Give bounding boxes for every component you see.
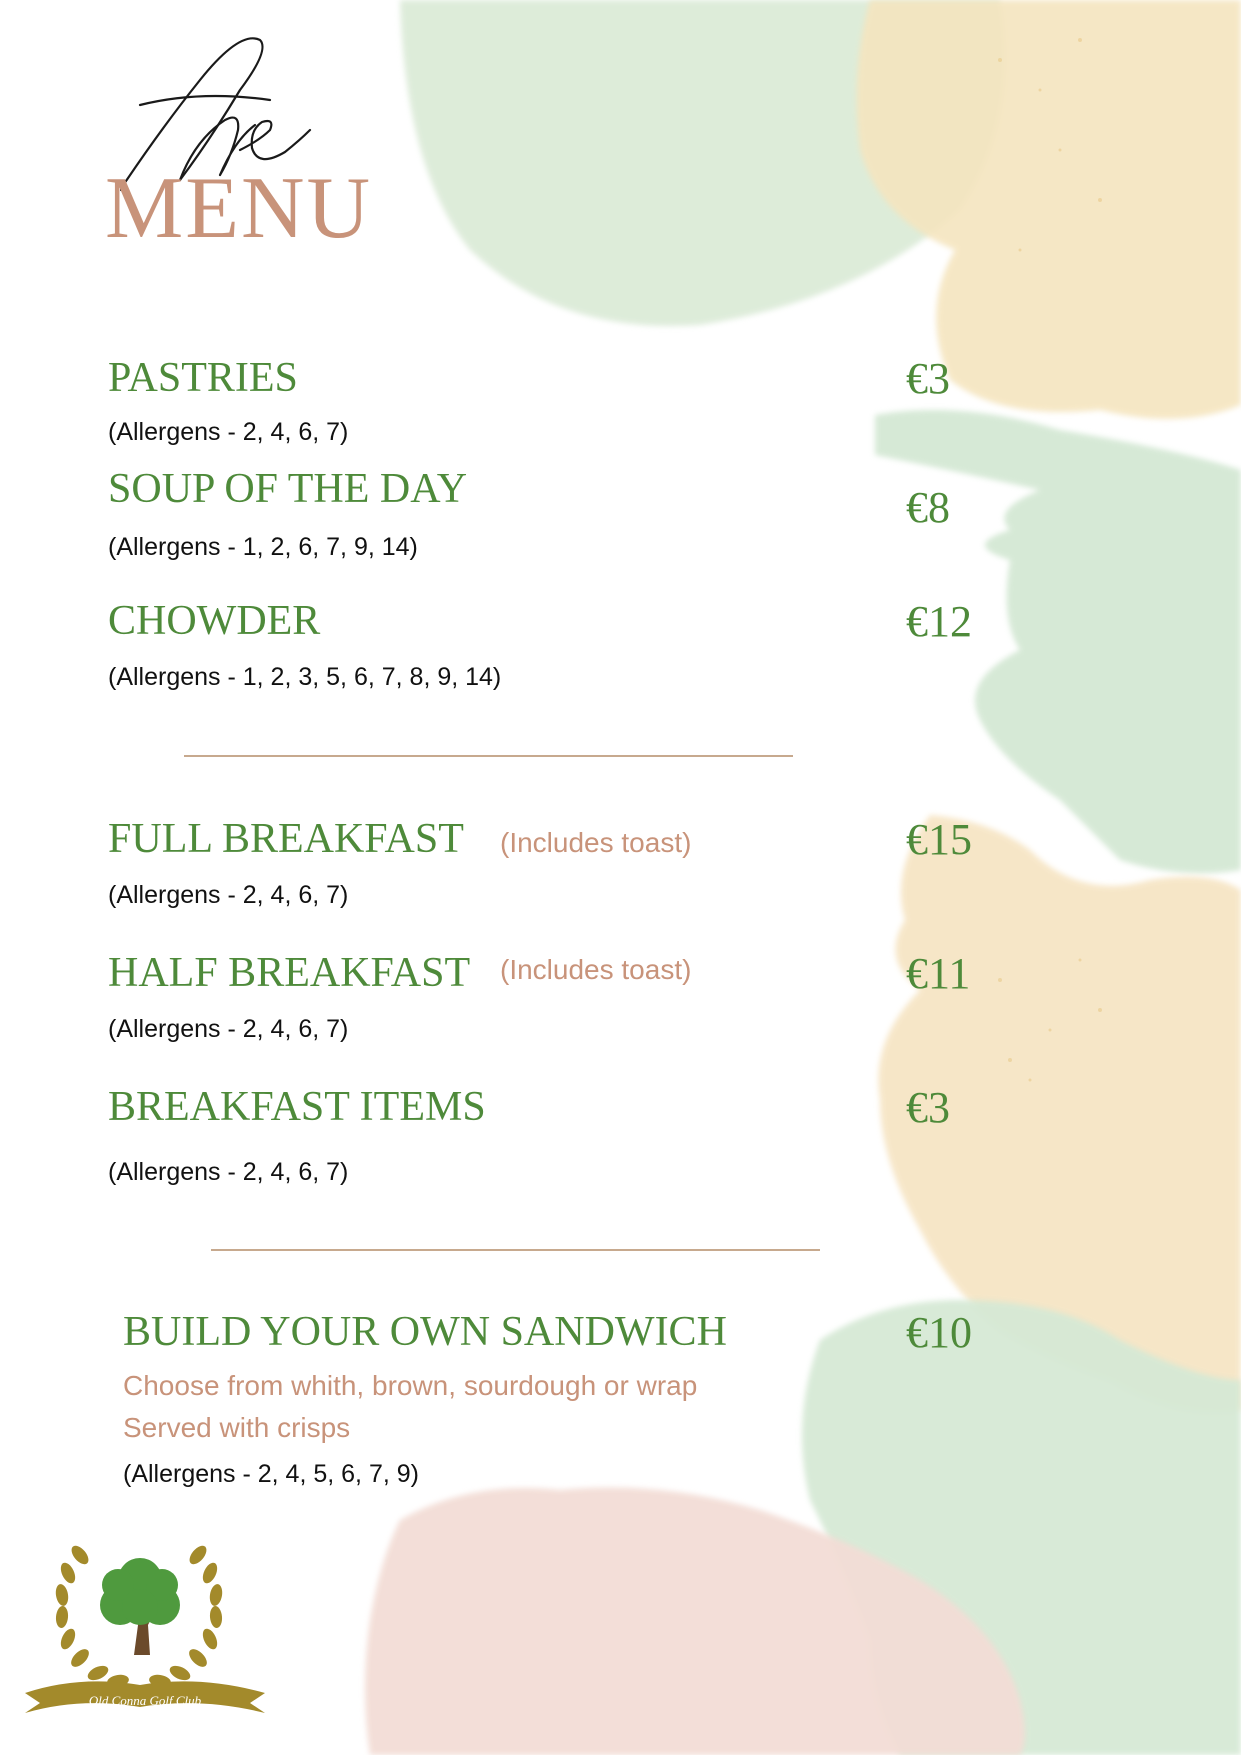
menu-item-allergens: (Allergens - 2, 4, 6, 7) (108, 1158, 349, 1186)
menu-item-allergens: (Allergens - 1, 2, 6, 7, 9, 14) (108, 533, 418, 561)
menu-item-price: €10 (906, 1308, 972, 1357)
menu-item-note: (Includes toast) (500, 827, 692, 858)
menu-item-allergens: (Allergens - 2, 4, 5, 6, 7, 9) (123, 1460, 419, 1488)
menu-item-name: BUILD YOUR OWN SANDWICH (123, 1309, 727, 1355)
menu-item-allergens: (Allergens - 2, 4, 6, 7) (108, 418, 349, 446)
logo-text: Old Conna Golf Club (88, 1693, 202, 1708)
section-divider (184, 755, 793, 757)
menu-item-allergens: (Allergens - 2, 4, 6, 7) (108, 1015, 349, 1043)
menu-item-price: €3 (906, 1083, 950, 1132)
menu-item-allergens: (Allergens - 2, 4, 6, 7) (108, 881, 349, 909)
menu-item-name: FULL BREAKFAST (108, 816, 464, 862)
menu-item-price: €11 (906, 949, 971, 998)
menu-item-price: €8 (906, 483, 950, 532)
menu-item-name: PASTRIES (108, 355, 298, 401)
menu-item-note: (Includes toast) (500, 954, 692, 985)
menu-item-name: BREAKFAST ITEMS (108, 1084, 486, 1130)
page-title: MENU (105, 160, 373, 257)
section-divider (211, 1249, 820, 1251)
menu-item-description: Served with crisps (123, 1412, 351, 1443)
menu-item-name: SOUP OF THE DAY (108, 466, 468, 512)
menu-item-price: €12 (906, 597, 972, 646)
menu-item-name: HALF BREAKFAST (108, 950, 471, 996)
menu-item-price: €3 (906, 354, 950, 403)
menu-item-description: Choose from whith, brown, sourdough or wrap (123, 1370, 698, 1401)
menu-item-price: €15 (906, 815, 972, 864)
menu-item-name: CHOWDER (108, 598, 321, 644)
menu-item-allergens: (Allergens - 1, 2, 3, 5, 6, 7, 8, 9, 14) (108, 663, 502, 691)
oak-tree-laurel-icon (20, 1515, 280, 1725)
